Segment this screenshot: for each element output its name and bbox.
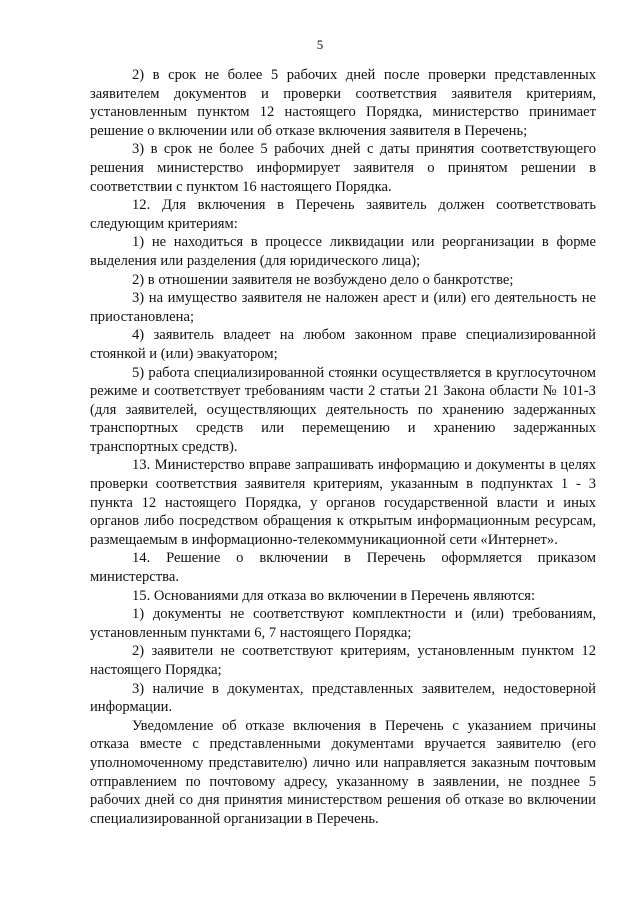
paragraph-13: 13. Министерство вправе запрашивать информацию и документы в целях проверки соответствия заявителя критериям, указанным в подпунктах 1 - 3 пункта 12 настоящего Порядка, у органов государственной власти и иных органов либо посредством обращения к открытым информационным ресурсам, размещаемым в информационно-телекоммуникационной сети «Интернет». [90, 457, 596, 548]
paragraph-15-3: 3) наличие в документах, представленных заявителем, недостоверной информации. [90, 680, 596, 716]
paragraph-12-3: 3) на имущество заявителя не наложен арест и (или) его деятельность не приостановлена; [90, 290, 596, 325]
paragraph-15: 15. Основаниями для отказа во включении в Перечень являются: [132, 587, 536, 604]
paragraph-12-1: 1) не находиться в процессе ликвидации или реорганизации в форме выделения или разделения (для юридического лица); [90, 234, 596, 269]
document-body [90, 66, 596, 828]
paragraph-12: 12. Для включения в Перечень заявитель должен соответствовать следующим критериям: [90, 197, 596, 232]
paragraph-12-5: 5) работа специализированной стоянки осуществляется в круглосуточном режиме и соответствует требованиям части 2 статьи 21 Закона области № 101-З (для заявителей, осуществляющих деятельность по хранению задержанных транспортных средств или перемещению и хранению задержанных транспортных средств). [90, 364, 596, 455]
paragraph-15-1: 1) документы не соответствуют комплектности и (или) требованиям, установленным пунктами 6, 7 настоящего Порядка; [90, 606, 596, 641]
paragraph-12-2: 2) в отношении заявителя не возбуждено дело о банкротстве; [132, 271, 514, 288]
paragraph-12-4: 4) заявитель владеет на любом законном праве специализированной стоянкой и (или) эвакуатором; [90, 327, 596, 362]
paragraph-15-2: 2) заявители не соответствуют критериям, установленным пунктом 12 настоящего Порядка; [90, 643, 596, 678]
paragraph-refusal-notice: Уведомление об отказе включения в Перечень с указанием причины отказа вместе с представленными документами вручается заявителю (его уполномоченному представителю) лично или направляется заказным почтовым отправлением по почтовому адресу, указанному в заявлении, не позднее 5 рабочих дней со дня принятия министерством решения об отказе во включении специализированной организации в Перечень. [90, 717, 596, 827]
paragraph-11-2: 2) в срок не более 5 рабочих дней после проверки представленных заявителем документов и проверки соответствия заявителя критериям, установленным пунктом 12 настоящего Порядка, министерство принимает решение о включении или об отказе включения заявителя в Перечень; [90, 67, 596, 139]
page-number: 5 [316, 37, 324, 52]
paragraph-14: 14. Решение о включении в Перечень оформляется приказом министерства. [90, 550, 596, 586]
paragraph-11-3: 3) в срок не более 5 рабочих дней с даты принятия соответствующего решения министерство информирует заявителя о принятом решении в соответствии с пунктом 16 настоящего Порядка. [90, 141, 596, 195]
